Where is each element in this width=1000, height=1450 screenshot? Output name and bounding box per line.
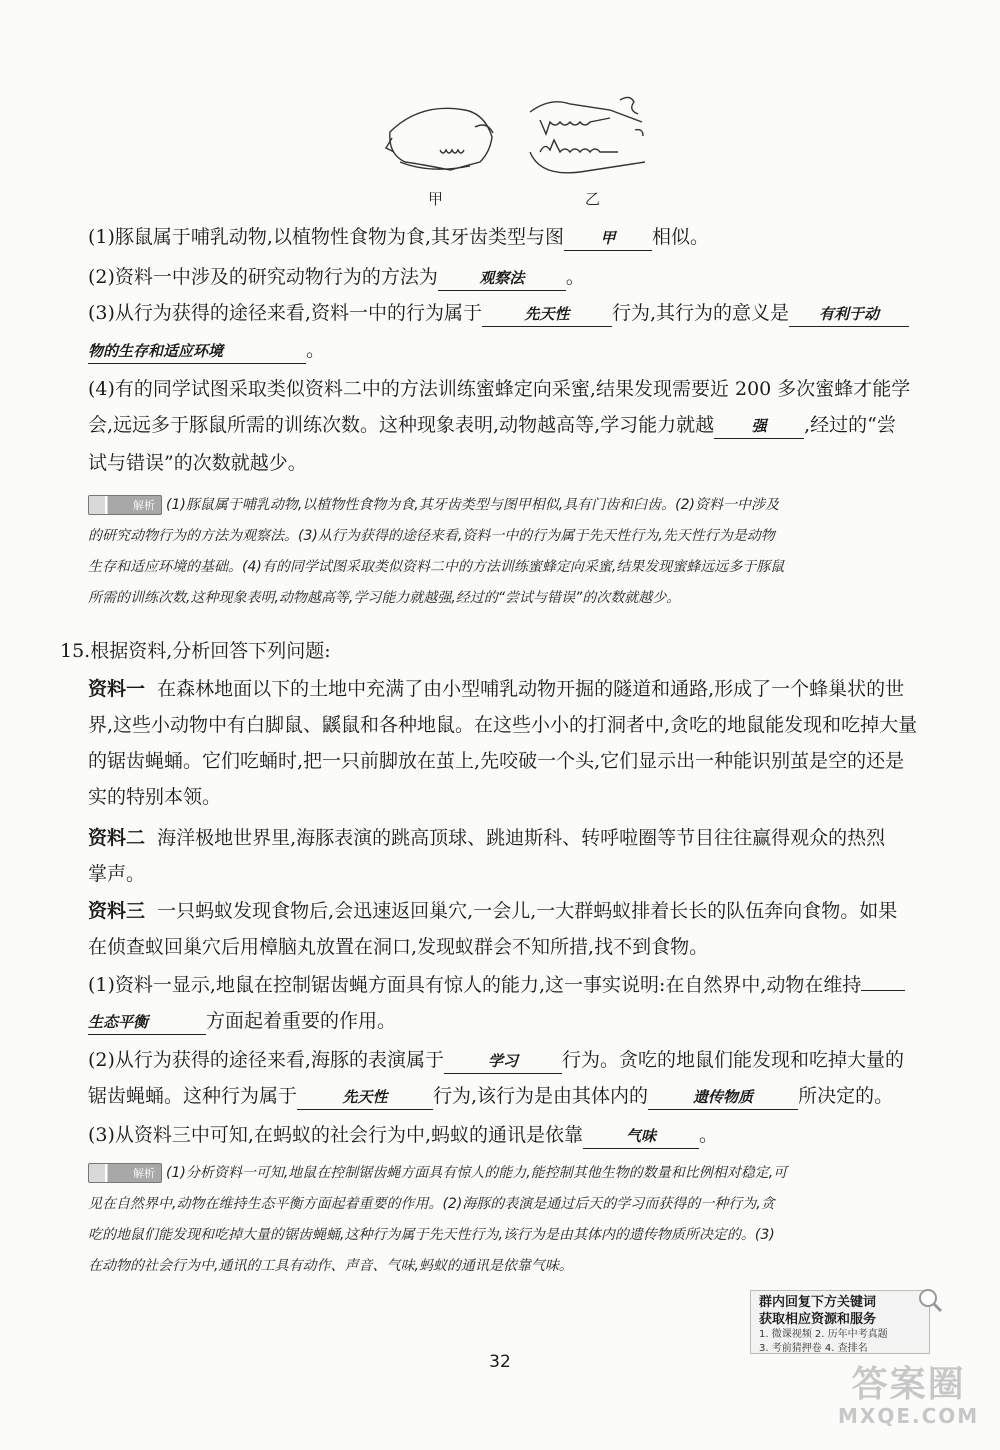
answer-blank: 遗传物质 [648,1085,798,1110]
material3-line1: 资料三 一只蚂蚁发现食物后,会迅速返回巢穴,一会儿,一大群蚂蚁排着长长的队伍奔向食物。如果 [88,900,898,922]
material1-line3: 的锯齿蝇蛹。它们吃蛹时,把一只前脚放在茧上,先咬破一个头,它们显示出一种能识别茧是空的还是 [88,750,905,772]
answer-blank: 先天性 [482,302,612,327]
answer-blank: 有利于动 [789,302,909,327]
resource-info-box [750,1290,930,1354]
q15-part2-cont: 锯齿蝇蛹。这种行为属于 先天性 行为,该行为是由其体内的 遗传物质 所决定的。 [88,1081,963,1111]
q15-part2: (2)从行为获得的途径来看,海豚的表演属于 学习 行为。贪吃的地鼠们能发现和吃掉大量的 [88,1045,963,1075]
q14-part2: (2)资料一中涉及的研究动物行为的方法为 观察法 。 [88,262,963,292]
answer-blank: 生态平衡 [88,1010,206,1035]
q15-part3: (3)从资料三中可知,在蚂蚁的社会行为中,蚂蚁的通讯是依靠 气味 。 [88,1120,963,1150]
q15-part1: (1)资料一显示,地鼠在控制锯齿蝇方面具有惊人的能力,这一事实说明:在自然界中,动物在维持 [88,970,963,1000]
analysis-line: 吃的地鼠们能发现和吃掉大量的锯齿蝇蛹,这种行为属于先天性行为,该行为是由其体内的遗传物质所决定的。(3) [88,1227,775,1243]
q14-analysis [88,490,963,614]
material3-line2: 在侦查蚁回巢穴后用樟脑丸放置在洞口,发现蚁群会不知所措,找不到食物。 [88,936,709,958]
material-label: 资料三 [88,900,146,922]
q14-part4-line3: 试与错误”的次数就越少。 [88,452,307,474]
material1-line2: 界,这些小动物中有白脚鼠、鼷鼠和各种地鼠。在这些小小的打洞者中,贪吃的地鼠能发现和吃掉大量 [88,714,918,736]
analysis-line: 在动物的社会行为中,通讯的工具有动作、声音、气味,蚂蚁的通讯是依靠气味。 [88,1258,573,1274]
analysis-line: 解析 (1)分析资料一可知,地鼠在控制锯齿蝇方面具有惊人的能力,能控制其他生物的数量和比例相对稳定,可 [88,1158,963,1189]
analysis-line: 的研究动物行为的方法为观察法。(3)从行为获得的途径来看,资料一中的行为属于先天性行为,先天性行为是动物 [88,528,775,544]
figure-label-yi: 乙 [585,190,601,208]
answer-blank: 甲 [564,226,652,251]
material1-line4: 实的特别本领。 [88,786,222,808]
info-title-1: 群内回复下方关键词 [759,1295,877,1310]
q15-title: 15.根据资料,分析回答下列问题: [60,640,331,662]
answer-blank [861,990,905,991]
analysis-line: 见在自然界中,动物在维持生态平衡方面起着重要的作用。(2)海豚的表演是通过后天的学习而获得的一种行为,贪 [88,1196,775,1212]
info-items-2: 3. 考前猜押卷 4. 查排名 [759,1343,868,1354]
material1-line1: 资料一 在森林地面以下的土地中充满了由小型哺乳动物开掘的隧道和通路,形成了一个蜂巢状的世 [88,678,905,700]
analysis-line: 生存和适应环境的基础。(4)有的同学试图采取类似资料二中的方法训练蜜蜂定向采蜜,结果发现蜜蜂远远多于豚鼠 [88,559,785,575]
magnifier-icon [917,1287,943,1313]
q14-part4-line2: 会,远远多于豚鼠所需的训练次数。这种现象表明,动物越高等,学习能力就越 强 ,经过的“尝 [88,410,963,440]
answer-blank: 气味 [583,1124,699,1149]
analysis-tag: 解析 [88,495,162,515]
answer-blank: 观察法 [438,266,566,291]
info-title-2: 获取相应资源和服务 [759,1312,877,1327]
watermark-logo: 答案圈 MXQE.COM [838,1364,980,1428]
info-items-1: 1. 微课视频 2. 历年中考真题 [759,1329,888,1340]
page-number: 32 [489,1352,511,1372]
figure-label-jia: 甲 [428,190,444,208]
q14-part3: (3)从行为获得的途径来看,资料一中的行为属于 先天性 行为,其行为的意义是 有利于动 [88,298,963,328]
teeth-figure [380,92,660,208]
material2-line2: 掌声。 [88,863,146,885]
answer-blank: 强 [714,414,804,439]
answer-blank: 物的生存和适应环境 [88,339,306,364]
analysis-line: 所需的训练次数,这种现象表明,动物越高等,学习能力就越强,经过的“尝试与错误”的次数就越少。 [88,590,681,606]
q14-part3-cont: 物的生存和适应环境 。 [88,335,963,365]
q15-analysis [88,1158,963,1282]
analysis-tag: 解析 [88,1163,162,1183]
material2-line1: 资料二 海洋极地世界里,海豚表演的跳高顶球、跳迪斯科、转呼啦圈等节目往往赢得观众的热烈 [88,827,886,849]
q14-part4-line1: (4)有的同学试图采取类似资料二中的方法训练蜜蜂定向采蜜,结果发现需要近 200 多次蜜蜂才能学 [88,378,911,400]
answer-blank: 先天性 [297,1085,433,1110]
answer-blank: 学习 [444,1049,562,1074]
material-label: 资料一 [88,678,146,700]
q14-part1: (1)豚鼠属于哺乳动物,以植物性食物为食,其牙齿类型与图 甲 相似。 [88,222,963,252]
skull-drawings [380,92,660,202]
analysis-line: 解析 (1)豚鼠属于哺乳动物,以植物性食物为食,其牙齿类型与图甲相似,具有门齿和臼齿。(2)资料一中涉及 [88,490,963,521]
q15-part1-cont: 生态平衡 方面起着重要的作用。 [88,1006,963,1036]
material-label: 资料二 [88,827,146,849]
